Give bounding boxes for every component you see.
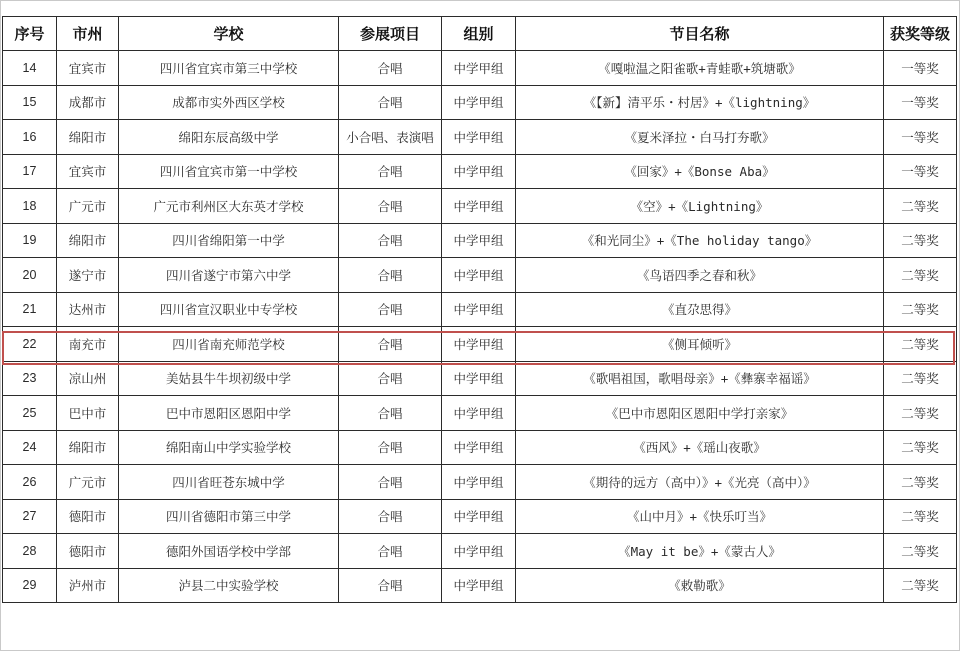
cell-group: 中学甲组 [442, 258, 516, 293]
cell-group: 中学甲组 [442, 327, 516, 362]
cell-category: 合唱 [339, 189, 442, 224]
cell-school: 德阳外国语学校中学部 [119, 534, 339, 569]
cell-category: 合唱 [339, 499, 442, 534]
cell-group: 中学甲组 [442, 120, 516, 155]
cell-seq: 16 [3, 120, 57, 155]
cell-school: 四川省宜宾市第一中学校 [119, 154, 339, 189]
cell-award: 二等奖 [884, 534, 957, 569]
cell-city: 广元市 [57, 465, 119, 500]
cell-program: 《歌唱祖国，歌唱母亲》+《彝寨幸福谣》 [516, 361, 884, 396]
header-category: 参展项目 [339, 17, 442, 51]
cell-school: 四川省绵阳第一中学 [119, 223, 339, 258]
cell-award: 一等奖 [884, 85, 957, 120]
awards-table [2, 16, 957, 603]
cell-group: 中学甲组 [442, 396, 516, 431]
cell-school: 四川省宣汉职业中专学校 [119, 292, 339, 327]
table-row [3, 189, 957, 224]
cell-city: 凉山州 [57, 361, 119, 396]
cell-seq: 27 [3, 499, 57, 534]
cell-school: 四川省南充师范学校 [119, 327, 339, 362]
cell-category: 合唱 [339, 223, 442, 258]
cell-category: 合唱 [339, 534, 442, 569]
cell-program: 《空》+《Lightning》 [516, 189, 884, 224]
cell-program: 《回家》+《Bonse Aba》 [516, 154, 884, 189]
cell-program: 《嘎啦温之阳雀歌+青蛙歌+筑塘歌》 [516, 51, 884, 86]
cell-category: 合唱 [339, 327, 442, 362]
cell-award: 二等奖 [884, 465, 957, 500]
cell-award: 一等奖 [884, 154, 957, 189]
cell-seq: 26 [3, 465, 57, 500]
cell-group: 中学甲组 [442, 361, 516, 396]
cell-seq: 20 [3, 258, 57, 293]
cell-seq: 25 [3, 396, 57, 431]
table-row [3, 292, 957, 327]
cell-category: 小合唱、表演唱 [339, 120, 442, 155]
cell-school: 成都市实外西区学校 [119, 85, 339, 120]
cell-category: 合唱 [339, 258, 442, 293]
cell-program: 《山中月》+《快乐叮当》 [516, 499, 884, 534]
cell-award: 二等奖 [884, 327, 957, 362]
header-group: 组别 [442, 17, 516, 51]
cell-category: 合唱 [339, 568, 442, 603]
table-row [3, 465, 957, 500]
cell-group: 中学甲组 [442, 534, 516, 569]
cell-program: 《【新】清平乐・村居》+《lightning》 [516, 85, 884, 120]
header-award: 获奖等级 [884, 17, 957, 51]
cell-city: 巴中市 [57, 396, 119, 431]
cell-program: 《和光同尘》+《The holiday tango》 [516, 223, 884, 258]
table-row [3, 568, 957, 603]
cell-seq: 18 [3, 189, 57, 224]
cell-city: 德阳市 [57, 499, 119, 534]
cell-category: 合唱 [339, 430, 442, 465]
cell-city: 遂宁市 [57, 258, 119, 293]
cell-city: 绵阳市 [57, 430, 119, 465]
cell-award: 二等奖 [884, 499, 957, 534]
cell-seq: 29 [3, 568, 57, 603]
cell-city: 德阳市 [57, 534, 119, 569]
cell-group: 中学甲组 [442, 189, 516, 224]
cell-award: 二等奖 [884, 430, 957, 465]
cell-seq: 21 [3, 292, 57, 327]
cell-city: 成都市 [57, 85, 119, 120]
cell-city: 泸州市 [57, 568, 119, 603]
cell-group: 中学甲组 [442, 568, 516, 603]
cell-group: 中学甲组 [442, 499, 516, 534]
cell-school: 绵阳南山中学实验学校 [119, 430, 339, 465]
header-seq: 序号 [3, 17, 57, 51]
table-row [3, 51, 957, 86]
table-row [3, 223, 957, 258]
cell-program: 《鸟语四季之春和秋》 [516, 258, 884, 293]
table-row-highlighted [3, 327, 957, 362]
cell-seq: 23 [3, 361, 57, 396]
cell-award: 二等奖 [884, 396, 957, 431]
header-school: 学校 [119, 17, 339, 51]
cell-school: 巴中市恩阳区恩阳中学 [119, 396, 339, 431]
cell-group: 中学甲组 [442, 85, 516, 120]
cell-category: 合唱 [339, 292, 442, 327]
cell-city: 宜宾市 [57, 154, 119, 189]
cell-seq: 17 [3, 154, 57, 189]
cell-award: 二等奖 [884, 361, 957, 396]
cell-category: 合唱 [339, 361, 442, 396]
table-row [3, 499, 957, 534]
cell-program: 《巴中市恩阳区恩阳中学打亲家》 [516, 396, 884, 431]
table-body [3, 51, 957, 603]
cell-group: 中学甲组 [442, 51, 516, 86]
cell-award: 一等奖 [884, 51, 957, 86]
cell-school: 美姑县牛牛坝初级中学 [119, 361, 339, 396]
cell-seq: 14 [3, 51, 57, 86]
cell-school: 绵阳东辰高级中学 [119, 120, 339, 155]
table-row [3, 85, 957, 120]
table-row [3, 430, 957, 465]
table-row [3, 361, 957, 396]
cell-category: 合唱 [339, 396, 442, 431]
table-row [3, 396, 957, 431]
table-row [3, 534, 957, 569]
cell-city: 绵阳市 [57, 223, 119, 258]
cell-program: 《敕勒歌》 [516, 568, 884, 603]
cell-seq: 15 [3, 85, 57, 120]
cell-school: 广元市利州区大东英才学校 [119, 189, 339, 224]
cell-seq: 19 [3, 223, 57, 258]
cell-award: 二等奖 [884, 223, 957, 258]
cell-category: 合唱 [339, 51, 442, 86]
cell-category: 合唱 [339, 465, 442, 500]
cell-group: 中学甲组 [442, 223, 516, 258]
cell-group: 中学甲组 [442, 465, 516, 500]
cell-school: 四川省旺苍东城中学 [119, 465, 339, 500]
cell-seq: 28 [3, 534, 57, 569]
cell-program: 《May it be》+《蒙古人》 [516, 534, 884, 569]
cell-award: 二等奖 [884, 568, 957, 603]
table-row [3, 258, 957, 293]
cell-school: 四川省德阳市第三中学 [119, 499, 339, 534]
cell-school: 泸县二中实验学校 [119, 568, 339, 603]
cell-city: 达州市 [57, 292, 119, 327]
cell-city: 广元市 [57, 189, 119, 224]
header-program: 节目名称 [516, 17, 884, 51]
cell-program: 《期待的远方（高中）》+《光亮（高中）》 [516, 465, 884, 500]
table-row [3, 154, 957, 189]
cell-group: 中学甲组 [442, 154, 516, 189]
cell-award: 二等奖 [884, 189, 957, 224]
cell-program: 《直尕思得》 [516, 292, 884, 327]
cell-award: 二等奖 [884, 292, 957, 327]
cell-city: 南充市 [57, 327, 119, 362]
table-row [3, 120, 957, 155]
cell-city: 宜宾市 [57, 51, 119, 86]
cell-category: 合唱 [339, 85, 442, 120]
cell-school: 四川省宜宾市第三中学校 [119, 51, 339, 86]
cell-program: 《夏米泽拉・白马打夯歌》 [516, 120, 884, 155]
cell-school: 四川省遂宁市第六中学 [119, 258, 339, 293]
cell-award: 二等奖 [884, 258, 957, 293]
cell-program: 《西风》+《瑶山夜歌》 [516, 430, 884, 465]
cell-seq: 24 [3, 430, 57, 465]
cell-category: 合唱 [339, 154, 442, 189]
table-header-row [3, 17, 957, 51]
cell-program: 《侧耳倾听》 [516, 327, 884, 362]
cell-group: 中学甲组 [442, 292, 516, 327]
header-city: 市州 [57, 17, 119, 51]
cell-award: 一等奖 [884, 120, 957, 155]
cell-seq: 22 [3, 327, 57, 362]
cell-group: 中学甲组 [442, 430, 516, 465]
cell-city: 绵阳市 [57, 120, 119, 155]
